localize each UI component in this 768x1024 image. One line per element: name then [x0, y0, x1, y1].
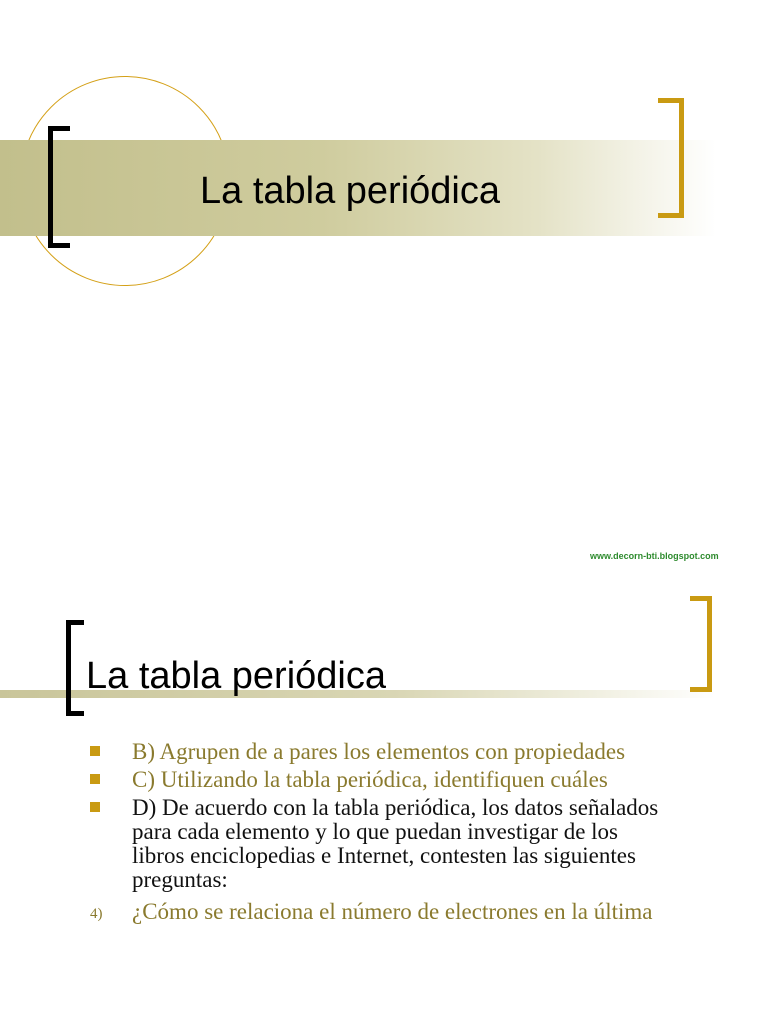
list-number: 4) [90, 906, 103, 922]
slide-title: La tabla periódica [200, 170, 500, 212]
square-bullet-icon [90, 802, 100, 812]
left-bracket-icon [66, 620, 84, 716]
list-item [0, 796, 672, 892]
slide-heading: La tabla periódica [86, 655, 386, 697]
bullet-text: B) Agrupen de a pares los elementos con propiedades [132, 740, 626, 764]
bullet-list [0, 740, 716, 924]
right-bracket-icon [658, 98, 684, 218]
square-bullet-icon [90, 774, 100, 784]
list-item [0, 900, 716, 924]
left-bracket-icon [48, 126, 70, 248]
bullet-text: ¿Cómo se relaciona el número de electrones en la última [132, 899, 653, 924]
watermark-url: www.decorn-bti.blogspot.com [590, 551, 719, 561]
square-bullet-icon [90, 746, 100, 756]
bullet-text: D) De acuerdo con la tabla periódica, los datos señalados para cada elemento y lo que puedan investigar de los libros enciclopedias e Internet, contesten las siguientes preguntas: [132, 795, 659, 892]
right-bracket-icon [690, 596, 712, 692]
list-item [0, 768, 716, 792]
list-item [0, 740, 716, 764]
bullet-text: C) Utilizando la tabla periódica, identifiquen cuáles [132, 767, 608, 792]
